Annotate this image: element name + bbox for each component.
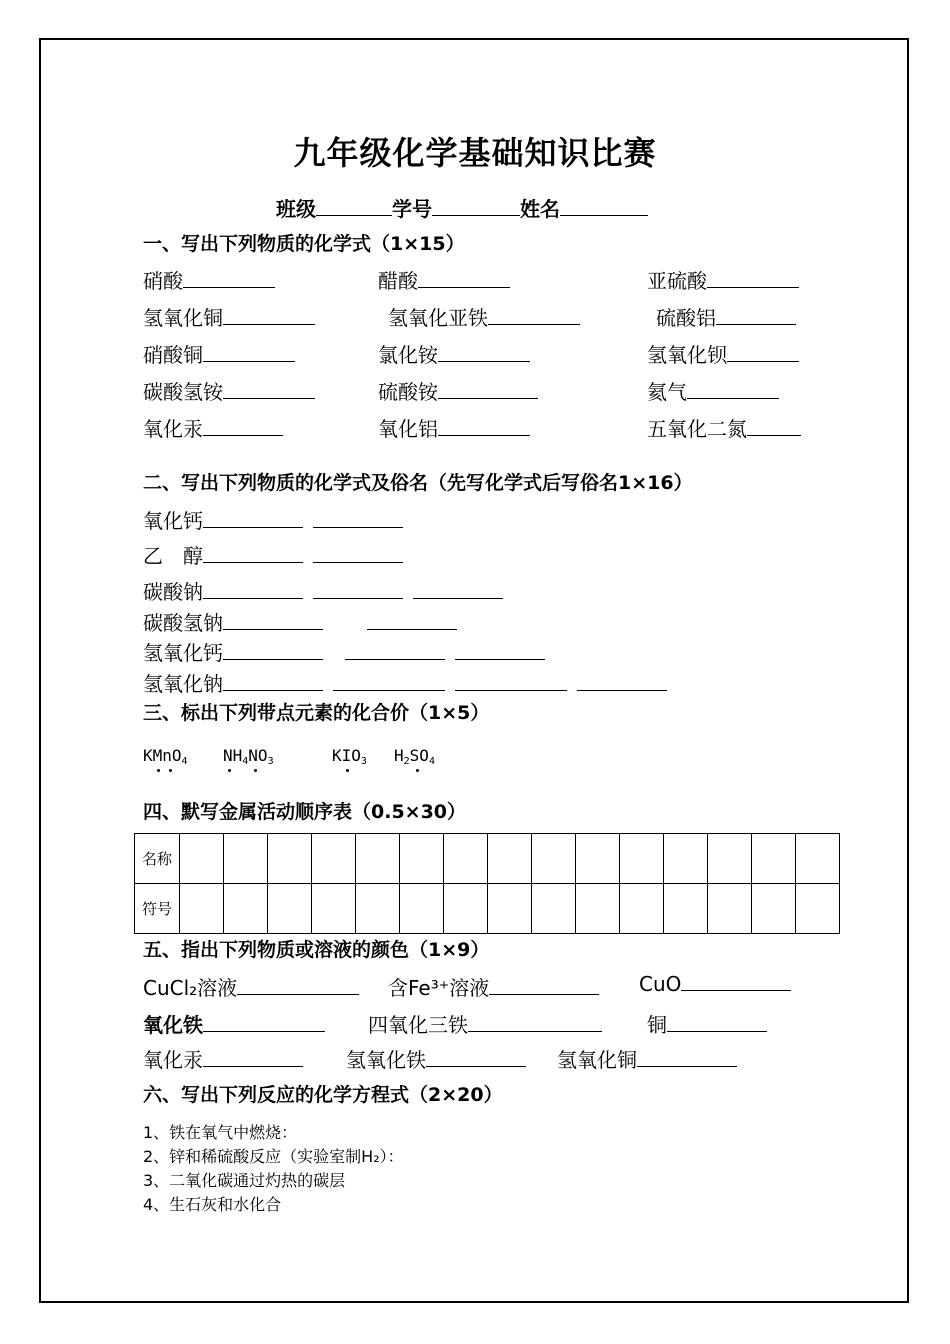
- color-blank[interactable]: [681, 972, 791, 991]
- section6-heading: 六、写出下列反应的化学方程式（2×20）: [143, 1084, 503, 1106]
- s5-item: 铜: [647, 1009, 767, 1038]
- equation-item: 4、生石灰和水化合: [143, 1195, 282, 1214]
- color-blank[interactable]: [237, 976, 359, 995]
- s1-item: 氢氧化钡: [647, 339, 799, 368]
- element-dot-i: [346, 769, 349, 772]
- number-blank[interactable]: [432, 197, 520, 216]
- section2-heading: 二、写出下列物质的化学式及俗名（先写化学式后写俗名1×16）: [143, 472, 693, 494]
- page-title: 九年级化学基础知识比赛: [293, 134, 657, 172]
- element-dot-n: [228, 769, 231, 772]
- answer-cell[interactable]: [224, 884, 268, 934]
- s2-item: 氢氧化钙: [143, 637, 545, 666]
- class-blank[interactable]: [316, 197, 392, 216]
- answer-cell[interactable]: [268, 834, 312, 884]
- s2-item: 氧化钙: [143, 505, 403, 534]
- answer-cell[interactable]: [620, 884, 664, 934]
- answer-cell[interactable]: [268, 884, 312, 934]
- equation-item: 3、二氧化碳通过灼热的碳层: [143, 1171, 346, 1190]
- common-name-blank[interactable]: [313, 544, 403, 563]
- s5-item: 氢氧化铁: [346, 1044, 526, 1073]
- s2-item: 氢氧化钠: [143, 668, 667, 697]
- s5-item: 四氧化三铁: [368, 1009, 602, 1038]
- common-name-blank[interactable]: [333, 672, 445, 691]
- answer-cell[interactable]: [532, 884, 576, 934]
- formula-blank[interactable]: [203, 580, 303, 599]
- answer-blank[interactable]: [687, 380, 779, 399]
- answer-blank[interactable]: [203, 417, 283, 436]
- answer-blank[interactable]: [727, 343, 799, 362]
- answer-blank[interactable]: [203, 343, 295, 362]
- s1-item: 硝酸铜: [143, 339, 295, 368]
- s2-item: 碳酸钠: [143, 576, 503, 605]
- formula-h2so4: $H_2SO_4$: [394, 746, 435, 767]
- formula-blank[interactable]: [203, 509, 303, 528]
- s2-item: 乙 醇: [143, 540, 403, 569]
- common-name-blank[interactable]: [413, 580, 503, 599]
- answer-cell[interactable]: [796, 884, 840, 934]
- element-dot-mn: [157, 769, 160, 772]
- answer-cell[interactable]: [752, 884, 796, 934]
- table-row-symbols: [135, 884, 840, 934]
- s5-item: CuO: [639, 972, 791, 996]
- s2-item: 碳酸氢钠: [143, 607, 457, 636]
- metal-activity-table: [134, 833, 840, 934]
- color-blank[interactable]: [489, 976, 599, 995]
- formula-nh4no3: $NH_4NO_3$: [223, 746, 274, 767]
- s1-item: 亚硫酸: [647, 265, 799, 294]
- common-name-blank[interactable]: [345, 641, 445, 660]
- answer-cell[interactable]: [224, 834, 268, 884]
- color-blank[interactable]: [203, 1013, 325, 1032]
- name-label: 姓名: [520, 197, 560, 221]
- formula-blank[interactable]: [203, 544, 303, 563]
- s5-item: CuCl₂溶液: [143, 972, 359, 1001]
- formula-kmno4: KMnO$_4$: [143, 746, 188, 767]
- element-dot-n: [254, 769, 257, 772]
- s1-item: 氯化铵: [378, 339, 530, 368]
- section3-heading: 三、标出下列带点元素的化合价（1×5）: [143, 702, 490, 724]
- answer-cell[interactable]: [576, 834, 620, 884]
- s1-item: 硫酸铝: [656, 302, 796, 331]
- common-name-blank[interactable]: [455, 641, 545, 660]
- s1-item: 醋酸: [378, 265, 510, 294]
- answer-blank[interactable]: [438, 343, 530, 362]
- color-blank[interactable]: [667, 1013, 767, 1032]
- s1-item: 五氧化二氮: [647, 413, 801, 442]
- answer-cell[interactable]: [312, 884, 356, 934]
- answer-cell[interactable]: [180, 834, 224, 884]
- section1-heading: 一、写出下列物质的化学式（1×15）: [143, 233, 465, 255]
- answer-cell[interactable]: [356, 884, 400, 934]
- number-label: 学号: [392, 197, 432, 221]
- answer-cell[interactable]: [400, 884, 444, 934]
- color-blank[interactable]: [203, 1048, 303, 1067]
- class-label: 班级: [276, 197, 316, 221]
- answer-cell[interactable]: [488, 834, 532, 884]
- answer-blank[interactable]: [223, 306, 315, 325]
- s1-item: 氦气: [647, 376, 779, 405]
- answer-cell[interactable]: [488, 884, 532, 934]
- equation-item: 1、铁在氧气中燃烧：: [143, 1123, 298, 1142]
- answer-blank[interactable]: [223, 380, 315, 399]
- answer-cell[interactable]: [312, 834, 356, 884]
- common-name-blank[interactable]: [455, 672, 567, 691]
- answer-blank[interactable]: [438, 380, 538, 399]
- answer-cell[interactable]: [620, 834, 664, 884]
- answer-blank[interactable]: [183, 269, 275, 288]
- s1-item: 氧化铝: [378, 413, 530, 442]
- s1-item: 氢氧化亚铁: [388, 302, 580, 331]
- s5-item: 含Fe³⁺溶液: [388, 972, 599, 1001]
- common-name-blank[interactable]: [313, 580, 403, 599]
- s5-item: 氧化铁: [143, 1009, 325, 1038]
- student-info-line: [276, 193, 648, 222]
- common-name-blank[interactable]: [577, 672, 667, 691]
- s1-item: 硝酸: [143, 265, 275, 294]
- answer-cell[interactable]: [180, 884, 224, 934]
- answer-cell[interactable]: [664, 834, 708, 884]
- section4-heading: 四、默写金属活动顺序表（0.5×30）: [143, 801, 467, 823]
- row-label-symbol: 符号: [135, 884, 180, 934]
- s1-item: 氢氧化铜: [143, 302, 315, 331]
- common-name-blank[interactable]: [367, 611, 457, 630]
- answer-blank[interactable]: [747, 417, 801, 436]
- answer-cell[interactable]: [356, 834, 400, 884]
- answer-cell[interactable]: [400, 834, 444, 884]
- answer-blank[interactable]: [716, 306, 796, 325]
- answer-cell[interactable]: [444, 884, 488, 934]
- s1-item: 碳酸氢铵: [143, 376, 315, 405]
- answer-cell[interactable]: [708, 884, 752, 934]
- answer-cell[interactable]: [532, 834, 576, 884]
- answer-cell[interactable]: [444, 834, 488, 884]
- formula-kio3: $KIO_3$: [332, 746, 367, 767]
- name-blank[interactable]: [560, 197, 648, 216]
- answer-blank[interactable]: [418, 269, 510, 288]
- answer-cell[interactable]: [664, 884, 708, 934]
- answer-blank[interactable]: [707, 269, 799, 288]
- row-label-name: 名称: [135, 834, 180, 884]
- color-blank[interactable]: [426, 1048, 526, 1067]
- section5-heading: 五、指出下列物质或溶液的颜色（1×9）: [143, 939, 490, 961]
- color-blank[interactable]: [637, 1048, 737, 1067]
- answer-blank[interactable]: [488, 306, 580, 325]
- answer-cell[interactable]: [708, 834, 752, 884]
- formula-blank[interactable]: [223, 641, 323, 660]
- answer-cell[interactable]: [796, 834, 840, 884]
- formula-blank[interactable]: [223, 672, 323, 691]
- formula-blank[interactable]: [223, 611, 323, 630]
- s1-item: 硫酸铵: [378, 376, 538, 405]
- table-row-names: [135, 834, 840, 884]
- element-dot-s: [416, 769, 419, 772]
- answer-cell[interactable]: [576, 884, 620, 934]
- equation-item: 2、锌和稀硫酸反应（实验室制H₂）：: [143, 1147, 404, 1166]
- s5-item: 氧化汞: [143, 1044, 303, 1073]
- answer-blank[interactable]: [438, 417, 530, 436]
- color-blank[interactable]: [468, 1013, 602, 1032]
- element-dot-mn: [169, 769, 172, 772]
- s5-item: 氢氧化铜: [557, 1044, 737, 1073]
- s1-item: 氧化汞: [143, 413, 283, 442]
- common-name-blank[interactable]: [313, 509, 403, 528]
- answer-cell[interactable]: [752, 834, 796, 884]
